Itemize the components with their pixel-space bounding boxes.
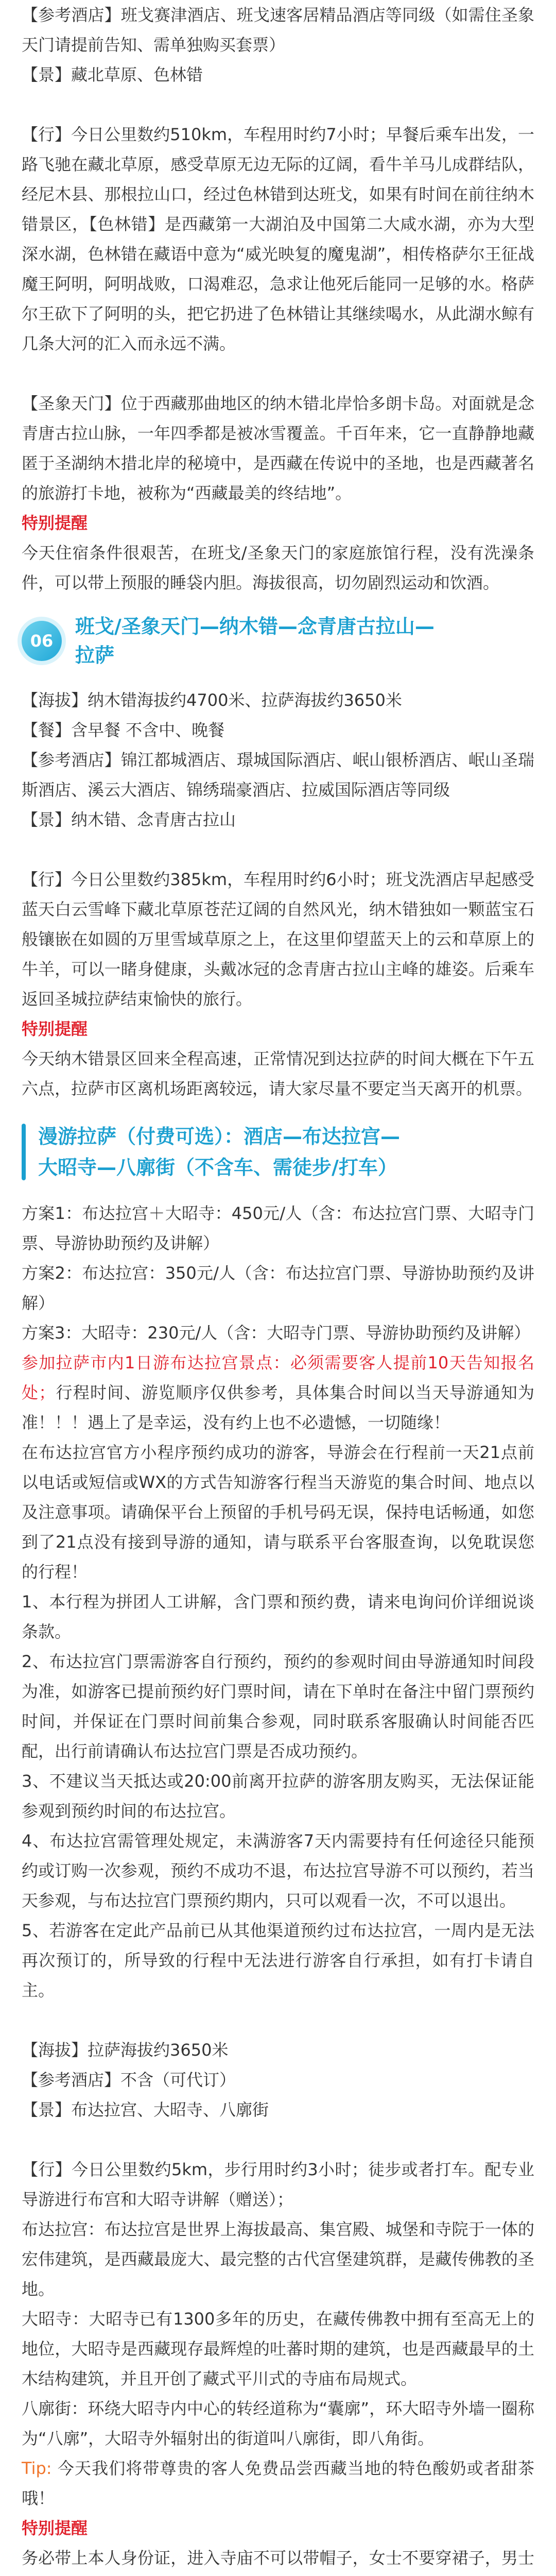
day7-altitude: 【海拔】拉萨海拔约3650米	[22, 2040, 229, 2060]
day7-potala: 布达拉宫：布达拉宫是世界上海拔最高、集宫殿、城堡和寺院于一体的宏伟建筑，是西藏最庞大、最完整的古代宫堡建筑群，是藏传佛教的圣地。	[22, 2219, 534, 2299]
day7-notice-rest: 行程时间、游览顺序仅供参考，具体集合时间以当天导游通知为准！！！遇上了是幸运，没有约上也不必遗憾，一切随缘！	[22, 1383, 534, 1432]
day7-special-text: 务必带上本人身份证，进入寺庙不可以带帽子，女士不要穿裙子，男士	[22, 2548, 534, 2568]
day7-title-line2-text: 大昭寺—八廓街（不含车、需徒步/打车）	[38, 1156, 397, 1179]
day7-notice-red: 参加拉萨市内1日游布达拉宫景点：必须需要客人提前10天告知报名处；	[22, 1353, 534, 1402]
day7-item4: 4、布达拉宫需管理处规定，未满游客7天内需要持有任何途径只能预约或订购一次参观，预约不成功不退，布达拉宫导游不可以预约，若当天参观，与布达拉宫门票预约期内，只可以观看一次，不可以退出。	[22, 1831, 534, 1910]
day6-tip-text: 今天纳木错景区回来全程高速，正常情况到达拉萨的时间大概在下午五六点，拉萨市区离机场距离较远，请大家尽量不要定当天离开的机票。	[22, 1049, 534, 1098]
day6-scene: 【景】纳木错、念青唐古拉山	[22, 810, 236, 829]
day6-title-line1: 班戈/圣象天门—纳木错—念青唐古拉山—	[75, 615, 435, 638]
day7-item1: 1、本行程为拼团人工讲解，含门票和预约费，请来电询问价详细说谈条款。	[22, 1592, 534, 1641]
day5-scene: 【景】藏北草原、色林错	[22, 65, 203, 84]
day6-tip-title: 特别提醒	[22, 1019, 88, 1039]
day7-tip	[22, 2453, 534, 2513]
day7-special-title: 特别提醒	[22, 2518, 88, 2538]
day7-item2: 2、布达拉宫门票需游客自行预约，预约的参观时间由导游通知时间段为准，如游客已提前预约好门票时间，请在下单时在备注中留门票预约时间，并保证在门票时间前集合参观，同时联系客服确认时间能否匹配，出行前请确认布达拉宫门票是否成功预约。	[22, 1652, 534, 1761]
day7-jokhang: 大昭寺：大昭寺已有1300多年的历史，在藏传佛教中拥有至高无上的地位，大昭寺是西藏现存最辉煌的吐蕃时期的建筑，也是西藏最早的土木结构建筑，并且开创了藏式平川式的寺庙布局规式。	[22, 2309, 534, 2388]
day7-scene: 【景】布达拉宫、大昭寺、八廓街	[22, 2100, 269, 2120]
day5-tip-title: 特别提醒	[22, 513, 88, 533]
day7-tip-label: Tip:	[22, 2459, 52, 2478]
day7-tip-text: 今天我们将带尊贵的客人免费品尝西藏当地的特色酸奶或者甜茶哦！	[22, 2459, 534, 2508]
day5-tip-text: 今天住宿条件很艰苦，在班戈/圣象天门的家庭旅馆行程，没有洗澡条件，可以带上预服的睡袋内胆。海拔很高，切勿剧烈运动和饮酒。	[22, 543, 534, 592]
day7-header	[22, 1121, 534, 1183]
day7-item3: 3、不建议当天抵达或20:00前离开拉萨的游客朋友购买，无法保证能参观到预约时间的布达拉宫。	[22, 1771, 534, 1821]
day6-hotel: 【参考酒店】锦江都城酒店、璟城国际酒店、岷山银桥酒店、岷山圣瑞斯酒店、溪云大酒店、锦绣瑞豪酒店、拉威国际酒店等同级	[22, 750, 534, 800]
day6-meals: 【餐】含早餐 不含中、晚餐	[22, 720, 225, 740]
day7-accent-bar	[22, 1124, 26, 1180]
day7-plan2: 方案2：布达拉宫：350元/人（含：布达拉宫门票、导游协助预约及讲解）	[22, 1263, 534, 1313]
day6-title-line2: 拉萨	[75, 644, 115, 667]
day5-spot: 【圣象天门】位于西藏那曲地区的纳木错北岸恰多朗卡岛。对面就是念青唐古拉山脉，一年四季都是被冰雪覆盖。千百年来，它一直静静地藏匿于圣湖纳木措北岸的秘境中，是西藏在传说中的圣地，也是西藏著名的旅游打卡地，被称为“西藏最美的终结地”。	[22, 394, 534, 503]
day6-trip: 【行】今日公里数约385km，车程用时约6小时；班戈洗酒店早起感受蓝天白云雪峰下藏北草原苍茫辽阔的自然风光，纳木错独如一颗蓝宝石般镶嵌在如圆的万里雪域草原之上，在这里仰望蓝天上的云和草原上的牛羊，可以一睹身健康，头戴冰冠的念青唐古拉山主峰的雄姿。后乘车返回圣城拉萨结束愉快的旅行。	[22, 870, 534, 1009]
day7-barkhor: 八廓街：环绕大昭寺内中心的转经道称为“囊廓”，环大昭寺外墙一圈称为“八廓”，大昭寺外辐射出的街道叫八廓街，即八角街。	[22, 2399, 534, 2448]
day6-altitude: 【海拔】纳木错海拔约4700米、拉萨海拔约3650米	[22, 690, 402, 710]
day7-notice	[22, 1348, 534, 1437]
day7-plan1: 方案1：布达拉宫＋大昭寺：450元/人（含：布达拉宫门票、大昭寺门票、导游协助预约及讲解）	[22, 1204, 534, 1253]
day5-hotel: 【参考酒店】班戈赛津酒店、班戈速客居精品酒店等同级（如需住圣象天门请提前告知、需单独购买套票）	[22, 5, 534, 55]
day6-number: 06	[22, 621, 62, 661]
day7-title-line2	[26, 1152, 400, 1183]
day7-item5: 5、若游客在定此产品前已从其他渠道预约过布达拉宫，一周内是无法再次预订的，所导致的行程中无法进行游客自行承担，如有打卡请自主。	[22, 1921, 534, 2000]
day7-title-line1: 漫游拉萨（付费可选）：酒店—布达拉宫—	[38, 1125, 401, 1148]
day7-trip: 【行】今日公里数约5km，步行用时约3小时；徒步或者打车。配专业导游进行布宫和大昭寺讲解（赠送）；	[22, 2160, 534, 2209]
day5-trip: 【行】今日公里数约510km，车程用时约7小时；早餐后乘车出发，一路飞驰在藏北草原，感受草原无边无际的辽阔，看牛羊马儿成群结队，经尼木县、那根拉山口，经过色林错到达班戈，如果有时间在前往纳木错景区，【色林错】是西藏第一大湖泊及中国第二大咸水湖，亦为大型深水湖，色林错在藏语中意为“威光映复的魔鬼湖”，相传格萨尔王征战魔王阿明，阿明战败，口渴难忍，急求让他死后能同一足够的水。格萨尔王砍下了阿明的头，把它扔进了色林错让其继续喝水，从此湖水鲸有几条大河的汇入而永远不满。	[22, 125, 534, 353]
day6-header	[22, 612, 534, 670]
day7-hotel: 【参考酒店】不含（可代订）	[22, 2070, 236, 2090]
day7-plan3: 方案3：大昭寺：230元/人（含：大昭寺门票、导游协助预约及讲解）	[22, 1323, 531, 1343]
day7-para1: 在布达拉宫官方小程序预约成功的游客，导游会在行程前一天21点前以电话或短信或WX的方式告知游客行程当天游览的集合时间、地点以及注意事项。请确保平台上预留的手机号码无误，保持电话畅通，如您到了21点没有接到导游的通知，请与联系平台客服查询，以免耽误您的行程！	[22, 1443, 534, 1582]
